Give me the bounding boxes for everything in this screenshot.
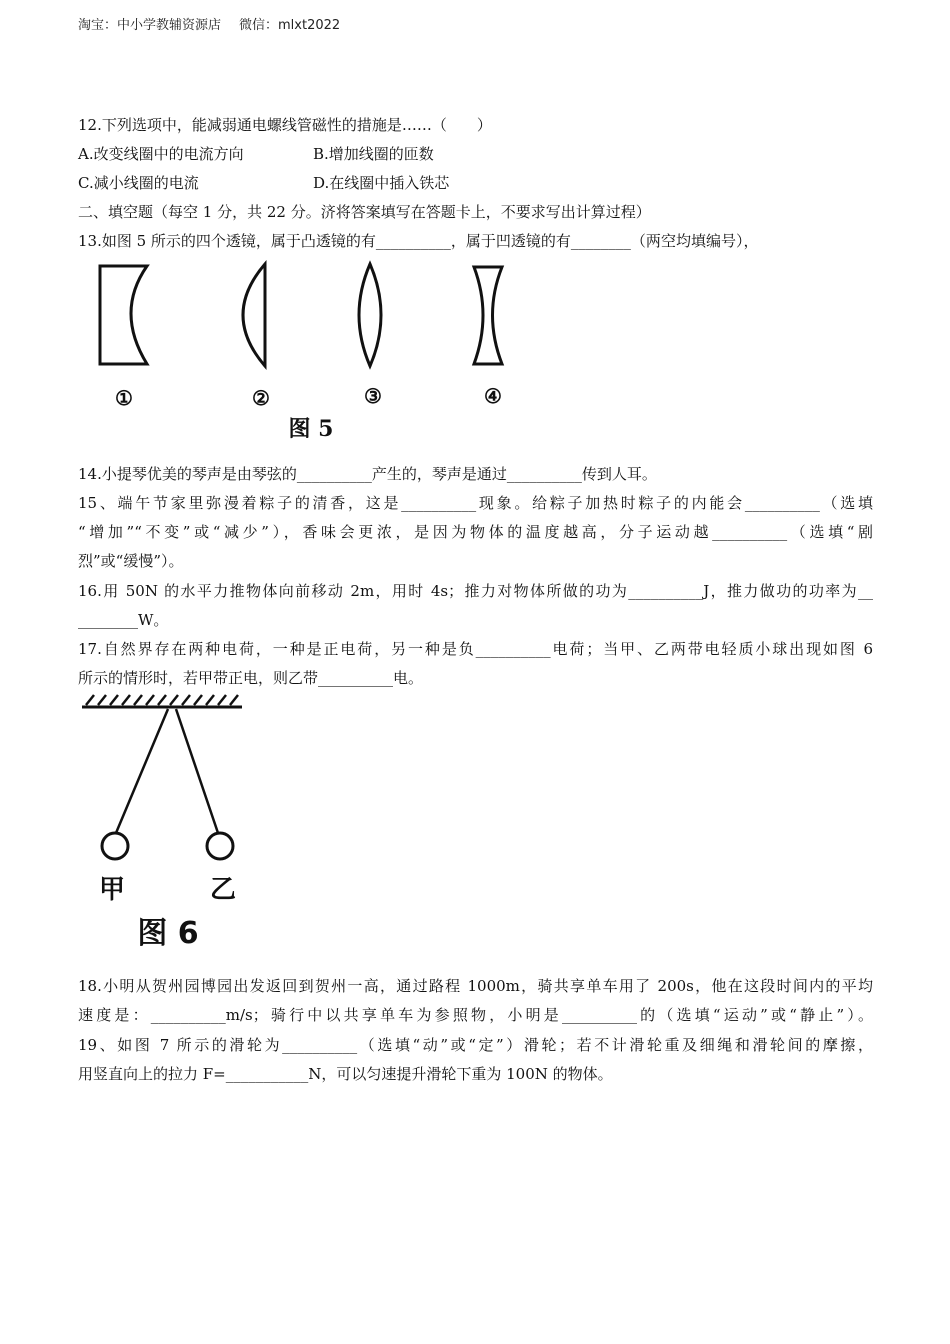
thread-right bbox=[176, 709, 218, 833]
q12-option-a: A.改变线圈中的电流方向 bbox=[78, 145, 244, 163]
figure-5-lenses bbox=[85, 258, 545, 443]
figure-5-caption: 图 5 bbox=[288, 416, 334, 442]
q12-stem: 12.下列选项中，能减弱通电螺线管磁性的措施是……（ ） bbox=[78, 116, 492, 134]
q18-line-1: 18.小明从贺州园博园出发返回到贺州一高，通过路程 1000m，骑共享单车用了 200s，他在这段时间内的平均 bbox=[78, 977, 873, 995]
q13-text: 13.如图 5 所示的四个透镜，属于凸透镜的有__________，属于凹透镜的有________（两空均填编号）， bbox=[78, 232, 759, 250]
q15-line-2: “增加”“不变”或“减少”），香味会更浓，是因为物体的温度越高，分子运动越__________（选填“剧 bbox=[78, 523, 873, 541]
lens-4-biconcave bbox=[474, 267, 502, 364]
lens-1-plano-concave bbox=[100, 266, 147, 364]
section-fill-blank-heading: 二、填空题（每空 1 分，共 22 分。济将答案填写在答题卡上，不要求写出计算过程） bbox=[78, 203, 651, 221]
lens-label-1: ① bbox=[115, 386, 133, 410]
q12-option-b: B.增加线圈的匝数 bbox=[313, 145, 434, 163]
ball-yi-label: 乙 bbox=[209, 875, 237, 905]
ball-jia bbox=[102, 833, 128, 859]
ball-jia-label: 甲 bbox=[98, 875, 126, 905]
q15-line-3: 烈”或“缓慢”）。 bbox=[78, 552, 184, 570]
q12-option-d: D.在线圈中插入铁芯 bbox=[313, 174, 450, 192]
figure-6-caption: 图 6 bbox=[137, 916, 199, 951]
ceiling-hatching bbox=[86, 695, 238, 705]
wechat-label: 微信：mlxt2022 bbox=[239, 18, 341, 33]
q19-line-2: 用竖直向上的拉力 F=___________N，可以匀速提升滑轮下重为 100N 的物体。 bbox=[78, 1065, 613, 1083]
q12-options-row2 bbox=[78, 173, 450, 193]
q14-text: 14.小提琴优美的琴声是由琴弦的__________产生的，琴声是通过__________传到人耳。 bbox=[78, 465, 657, 483]
ball-yi bbox=[207, 833, 233, 859]
lens-3-biconvex bbox=[359, 264, 381, 366]
q15-line-1: 15、端午节家里弥漫着粽子的清香，这是__________现象。给粽子加热时粽子的内能会__________（选填 bbox=[78, 494, 873, 512]
thread-left bbox=[116, 709, 168, 833]
q18-line-2: 速度是：__________m/s；骑行中以共享单车为参照物，小明是__________的（选填“运动”或“静止”）。 bbox=[78, 1006, 873, 1024]
lens-label-3: ③ bbox=[364, 384, 382, 408]
lens-2-plano-convex bbox=[243, 264, 265, 366]
lens-label-4: ④ bbox=[484, 384, 502, 408]
figure-6-charged-balls bbox=[78, 693, 258, 953]
q17-line-1: 17.自然界存在两种电荷，一种是正电荷，另一种是负__________电荷；当甲、乙两带电轻质小球出现如图 6 bbox=[78, 640, 873, 658]
q12-options-row1 bbox=[78, 144, 434, 164]
q17-line-2: 所示的情形时，若甲带正电，则乙带__________电。 bbox=[78, 669, 424, 687]
q19-line-1: 19、如图 7 所示的滑轮为__________（选填“动”或“定”）滑轮；若不计滑轮重及细绳和滑轮间的摩擦， bbox=[78, 1036, 873, 1054]
lens-label-2: ② bbox=[252, 386, 270, 410]
shop-label: 淘宝：中小学教辅资源店 bbox=[78, 18, 222, 33]
q12-option-c: C.减小线圈的电流 bbox=[78, 174, 199, 192]
q16-line-2: ________W。 bbox=[78, 611, 169, 629]
page-header bbox=[78, 14, 340, 33]
q16-line-1: 16.用 50N 的水平力推物体向前移动 2m，用时 4s；推力对物体所做的功为__________J，推力做功的功率为__ bbox=[78, 582, 873, 600]
